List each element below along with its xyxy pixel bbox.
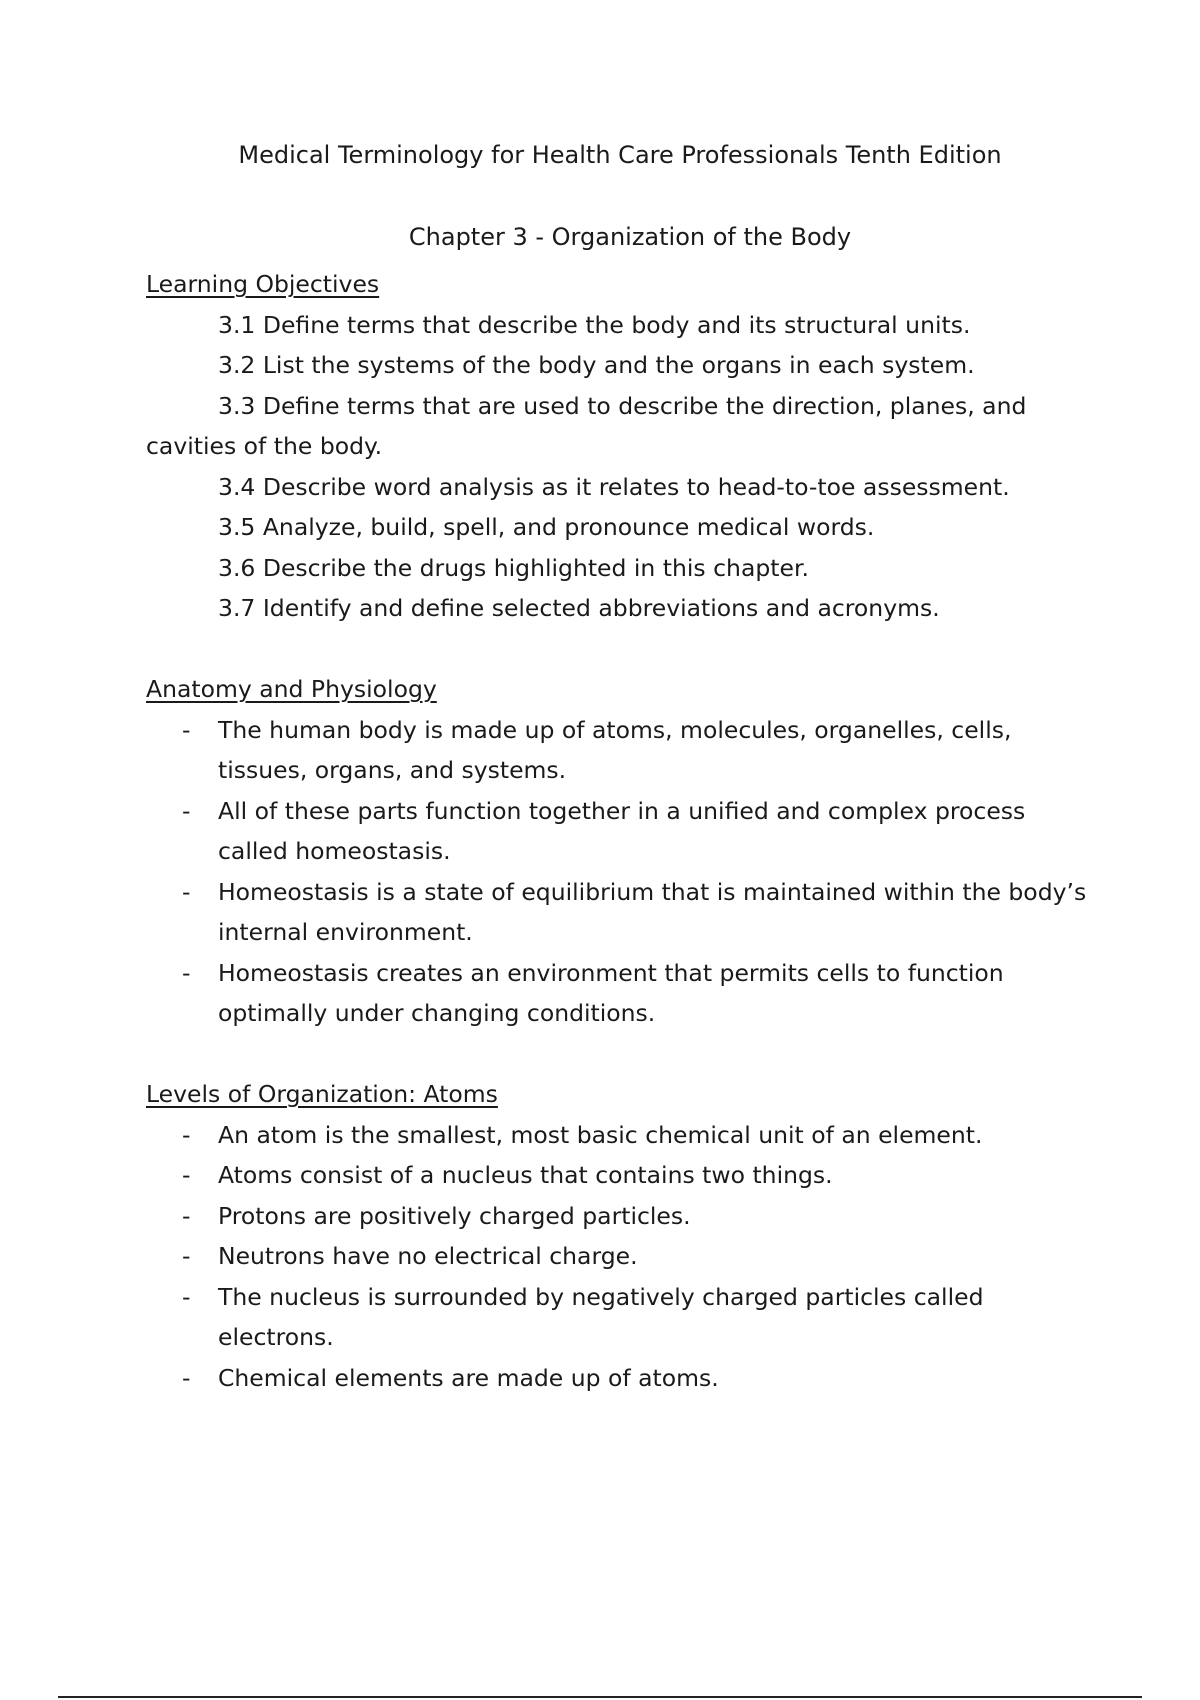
bullet-text: Neutrons have no electrical charge. [218,1242,638,1270]
document-body [146,264,1096,1398]
anatomy-physiology-heading: Anatomy and Physiology [146,675,437,703]
dash-marker: - [182,1120,191,1149]
dash-marker: - [182,1201,191,1230]
dash-marker: - [182,1242,191,1270]
bullet-item [146,710,1096,791]
section-spacer [146,1034,1096,1075]
page-bottom-rule [58,1696,1142,1698]
bullet-item [146,1115,1096,1156]
chapter-title: Chapter 3 - Organization of the Body [408,223,852,251]
bullet-text: All of these parts function together in a unified and complex process called homeostasis. [218,796,1026,865]
bullet-text: Atoms consist of a nucleus that contains two things. [218,1161,833,1189]
dash-marker: - [182,1363,191,1392]
objective-item: 3.6 Describe the drugs highlighted in this chapter. [218,553,809,582]
dash-marker: - [182,958,191,987]
bullet-item [146,1236,1096,1277]
levels-atoms-heading: Levels of Organization: Atoms [146,1080,498,1108]
objective-item: 3.2 List the systems of the body and the organs in each system. [218,351,975,379]
bullet-item [146,791,1096,872]
bullet-item [146,1277,1096,1358]
anatomy-physiology-list [146,710,1096,1034]
bullet-item [146,1196,1096,1237]
section-spacer [146,629,1096,670]
bullet-text: The nucleus is surrounded by negatively charged particles called electrons. [218,1282,984,1351]
objective-item: 3.4 Describe word analysis as it relates to head-to-toe assessment. [218,472,1010,501]
levels-atoms-list [146,1115,1096,1399]
objective-item: 3.1 Define terms that describe the body and its structural units. [218,310,971,339]
bullet-text: The human body is made up of atoms, molecules, organelles, cells, tissues, organs, and systems. [218,715,1012,784]
bullet-item [146,1155,1096,1196]
learning-objectives-heading: Learning Objectives [146,270,380,298]
bullet-item [146,872,1096,953]
bullet-text: Homeostasis creates an environment that permits cells to function optimally under changing conditions. [218,958,1004,1027]
dash-marker: - [182,1282,191,1311]
dash-marker: - [182,715,191,744]
objective-item: 3.3 Define terms that are used to describe the direction, planes, and cavities of the body. [146,391,1027,460]
dash-marker: - [182,877,191,906]
bullet-text: Homeostasis is a state of equilibrium that is maintained within the body’s internal environment. [218,877,1087,946]
bullet-text: Protons are positively charged particles. [218,1201,691,1230]
document-title: Medical Terminology for Health Care Professionals Tenth Edition [238,141,1002,169]
dash-marker: - [182,1161,191,1189]
objective-item: 3.5 Analyze, build, spell, and pronounce medical words. [218,513,875,541]
bullet-item [146,953,1096,1034]
bullet-item [146,1358,1096,1399]
objective-item: 3.7 Identify and define selected abbreviations and acronyms. [218,594,940,622]
bullet-text: Chemical elements are made up of atoms. [218,1363,719,1392]
bullet-text: An atom is the smallest, most basic chemical unit of an element. [218,1120,983,1149]
dash-marker: - [182,796,191,825]
learning-objectives-list [146,305,1096,629]
